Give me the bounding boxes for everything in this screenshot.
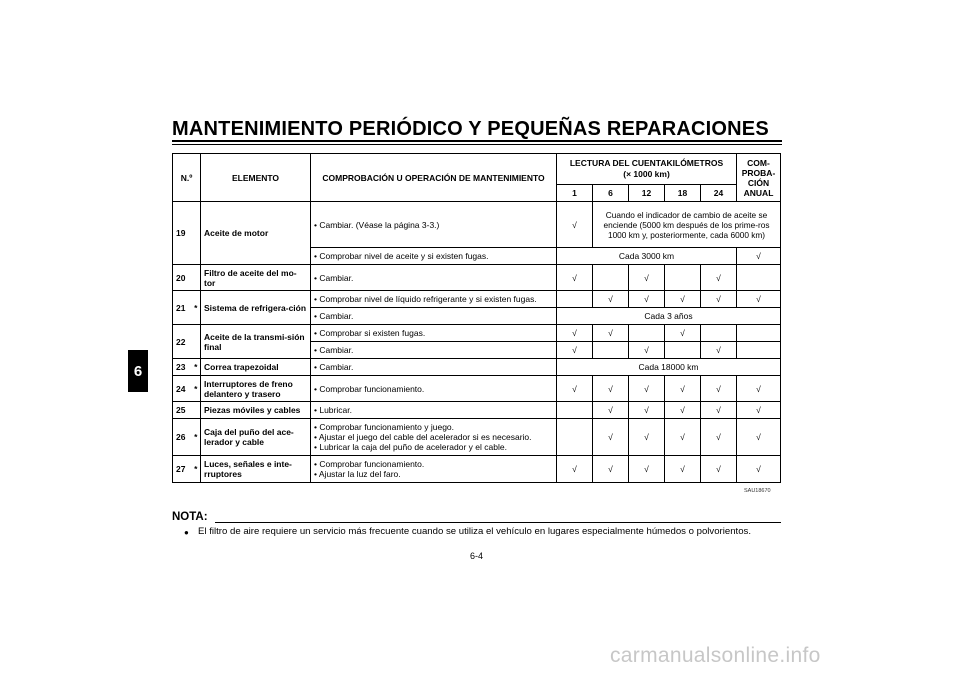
check-km-18: √ (665, 402, 701, 419)
check-km-24: √ (701, 342, 737, 359)
header-operation: COMPROBACIÓN U OPERACIÓN DE MANTENIMIENTO (311, 154, 557, 202)
table-row (173, 359, 781, 376)
check-km-12: √ (629, 265, 665, 291)
check-annual: √ (737, 402, 781, 419)
check-annual (737, 265, 781, 291)
row-operation: • Cambiar. (311, 342, 557, 359)
row-mark (192, 325, 201, 359)
header-odometer-label: LECTURA DEL CUENTAKILÓMETROS (569, 158, 724, 168)
operation-line: • Ajustar la luz del faro. (314, 469, 401, 479)
row-mark: * (192, 419, 201, 456)
row-operation (311, 456, 557, 483)
check-annual: √ (737, 376, 781, 402)
row-number: 22 (173, 325, 192, 359)
interval-span: Cada 3 años (557, 308, 781, 325)
check-km-1 (557, 291, 593, 308)
check-km-24: √ (701, 419, 737, 456)
row-number: 23 (173, 359, 192, 376)
note-label: NOTA: (172, 511, 208, 523)
check-km-1: √ (557, 265, 593, 291)
row-operation: • Comprobar nivel de aceite y si existen fugas. (311, 248, 557, 265)
check-km-1: √ (557, 202, 593, 248)
row-element: Correa trapezoidal (201, 359, 311, 376)
check-annual: √ (737, 419, 781, 456)
note-text: El filtro de aire requiere un servicio más frecuente cuando se utiliza el vehículo en lugares especialmente húmedos o polvorientos. (198, 526, 752, 537)
check-annual (737, 342, 781, 359)
row-operation: • Cambiar. (Véase la página 3-3.) (311, 202, 557, 248)
table-header-row (173, 154, 781, 185)
header-annual: COM-PROBA-CIÓN ANUAL (737, 154, 781, 202)
row-number: 25 (173, 402, 192, 419)
check-km-24: √ (701, 376, 737, 402)
row-element: Caja del puño del ace-lerador y cable (201, 419, 311, 456)
header-no: N.º (173, 154, 201, 202)
check-km-1: √ (557, 342, 593, 359)
row-number: 24 (173, 376, 192, 402)
operation-line: • Comprobar funcionamiento. (314, 459, 425, 469)
row-operation: • Cambiar. (311, 359, 557, 376)
row-mark: * (192, 376, 201, 402)
table-row (173, 325, 781, 342)
table-row (173, 402, 781, 419)
check-km-1 (557, 419, 593, 456)
check-km-24: √ (701, 402, 737, 419)
row-operation: • Comprobar si existen fugas. (311, 325, 557, 342)
row-mark (192, 265, 201, 291)
table-row (173, 265, 781, 291)
row-mark: * (192, 456, 201, 483)
check-km-6: √ (593, 291, 629, 308)
row-element: Sistema de refrigera-ción (201, 291, 311, 325)
check-km-18: √ (665, 419, 701, 456)
check-km-12 (629, 325, 665, 342)
check-annual: √ (737, 291, 781, 308)
table-row (173, 456, 781, 483)
check-km-12: √ (629, 376, 665, 402)
operation-line: • Lubricar la caja del puño de acelerador y el cable. (314, 442, 507, 452)
interval-span: Cada 3000 km (557, 248, 737, 265)
row-element: Luces, señales e inte-rruptores (201, 456, 311, 483)
row-mark (192, 202, 201, 265)
row-element: Piezas móviles y cables (201, 402, 311, 419)
check-km-1: √ (557, 376, 593, 402)
row-mark (192, 402, 201, 419)
interval-span: Cada 18000 km (557, 359, 781, 376)
header-element: ELEMENTO (201, 154, 311, 202)
header-km-1: 1 (557, 185, 593, 202)
check-km-1: √ (557, 456, 593, 483)
header-odometer-unit: (× 1000 km) (623, 169, 670, 179)
check-annual (737, 325, 781, 342)
check-km-6: √ (593, 419, 629, 456)
page-number: 6-4 (470, 551, 484, 561)
check-km-12: √ (629, 342, 665, 359)
row-mark: * (192, 291, 201, 325)
check-annual: √ (737, 248, 781, 265)
row-number: 21 (173, 291, 192, 325)
check-km-12: √ (629, 456, 665, 483)
check-km-18: √ (665, 456, 701, 483)
row-number: 26 (173, 419, 192, 456)
header-km-24: 24 (701, 185, 737, 202)
bullet-icon: ● (184, 528, 189, 537)
row-mark: * (192, 359, 201, 376)
check-km-18 (665, 265, 701, 291)
table-row (173, 419, 781, 456)
chapter-tab: 6 (128, 350, 148, 392)
row-operation: • Cambiar. (311, 265, 557, 291)
operation-line: • Comprobar funcionamiento y juego. (314, 422, 455, 432)
check-km-18: √ (665, 325, 701, 342)
table-row (173, 202, 781, 248)
table-row (173, 291, 781, 308)
row-element: Aceite de la transmi-sión final (201, 325, 311, 359)
watermark: carmanualsonline.info (610, 644, 821, 667)
check-km-24: √ (701, 291, 737, 308)
row-number: 20 (173, 265, 192, 291)
document-code: SAU18670 (744, 488, 771, 494)
page-title: MANTENIMIENTO PERIÓDICO Y PEQUEÑAS REPARACIONES (172, 118, 769, 140)
row-element: Filtro de aceite del mo-tor (201, 265, 311, 291)
table-row (173, 376, 781, 402)
maintenance-table (172, 153, 781, 483)
check-km-18: √ (665, 291, 701, 308)
header-km-6: 6 (593, 185, 629, 202)
operation-line: • Ajustar el juego del cable del acelerador si es necesario. (314, 432, 532, 442)
check-km-12: √ (629, 402, 665, 419)
header-odometer (557, 154, 737, 185)
note-rule (215, 522, 781, 523)
check-km-6: √ (593, 456, 629, 483)
row-operation: • Lubricar. (311, 402, 557, 419)
title-rule (172, 140, 782, 142)
row-element: Aceite de motor (201, 202, 311, 265)
check-km-18 (665, 342, 701, 359)
header-km-18: 18 (665, 185, 701, 202)
check-km-24: √ (701, 456, 737, 483)
row-operation (311, 419, 557, 456)
oil-change-note: Cuando el indicador de cambio de aceite se enciende (5000 km después de los prime-ros 1000 km y, posteriormente, cada 6000 km) (593, 202, 781, 248)
check-km-1 (557, 402, 593, 419)
check-km-18: √ (665, 376, 701, 402)
row-number: 27 (173, 456, 192, 483)
row-operation: • Comprobar nivel de líquido refrigerante y si existen fugas. (311, 291, 557, 308)
check-km-6 (593, 342, 629, 359)
row-operation: • Cambiar. (311, 308, 557, 325)
title-rule-thin (172, 144, 782, 145)
check-km-12: √ (629, 291, 665, 308)
row-number: 19 (173, 202, 192, 265)
check-km-6 (593, 265, 629, 291)
check-km-6: √ (593, 325, 629, 342)
check-km-24 (701, 325, 737, 342)
check-km-6: √ (593, 376, 629, 402)
check-km-24: √ (701, 265, 737, 291)
check-km-1: √ (557, 325, 593, 342)
check-annual: √ (737, 456, 781, 483)
check-km-12: √ (629, 419, 665, 456)
header-km-12: 12 (629, 185, 665, 202)
row-operation: • Comprobar funcionamiento. (311, 376, 557, 402)
check-km-6: √ (593, 402, 629, 419)
row-element: Interruptores de freno delantero y trasero (201, 376, 311, 402)
